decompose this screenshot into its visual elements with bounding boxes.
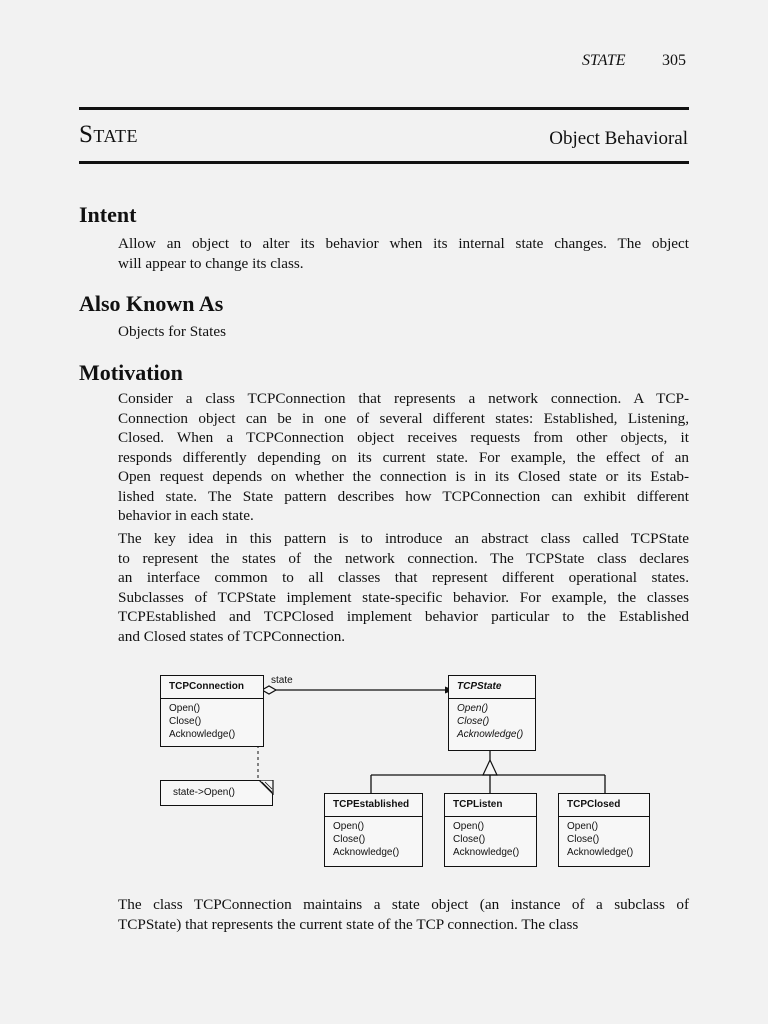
motivation-paragraph-1 <box>118 389 689 526</box>
operation: Acknowledge() <box>453 847 520 859</box>
intent-paragraph <box>118 234 689 273</box>
text-line: Subclasses of TCPState implement state-specific behavior. For example, the classes <box>118 588 689 606</box>
operation: Open() <box>169 703 201 714</box>
aggregation-diamond <box>262 686 276 694</box>
text-line: and Closed states of TCPConnection. <box>118 627 346 645</box>
class-name: TCPState <box>449 676 535 699</box>
running-title: STATE <box>582 52 626 69</box>
association-label: state <box>271 675 293 686</box>
text-line: Closed. When a TCPConnection object receives requests from other objects, it <box>118 429 689 446</box>
text-line: Connection object can be in one of several different states: Established, Listening, <box>118 409 689 427</box>
pattern-name: State <box>79 121 138 148</box>
text-line: TCPState) that represents the current state of the TCP connection. The class <box>118 915 579 933</box>
class-operations <box>559 817 649 860</box>
operation: Open() <box>453 821 485 832</box>
text-line: will appear to change its class. <box>118 254 304 272</box>
text-line: Objects for States <box>118 323 226 340</box>
operation: Close() <box>333 834 366 846</box>
operation: Open() <box>567 821 599 832</box>
note-text: state->Open() <box>173 787 235 798</box>
operation: Open() <box>457 703 489 714</box>
pattern-classification: Object Behavioral <box>549 128 688 149</box>
class-tcp-listen <box>444 793 537 867</box>
note-dog-ear-icon <box>259 780 274 795</box>
operation: Acknowledge() <box>457 729 524 741</box>
operation: Acknowledge() <box>169 729 236 741</box>
text-line: lished state. The State pattern describes how TCPConnection can exhibit different <box>118 487 689 505</box>
page-number: 305 <box>662 52 686 69</box>
operation: Acknowledge() <box>333 847 400 859</box>
text-line: Consider a class TCPConnection that represents a network connection. A TCP- <box>118 390 689 407</box>
class-tcp-established <box>324 793 423 867</box>
text-line: responds differently depending on its current state. For example, the effect of an <box>118 448 689 466</box>
operation: Close() <box>567 834 600 846</box>
text-line: to represent the states of the network connection. The TCPState class declares <box>118 549 689 567</box>
class-operations <box>445 817 536 860</box>
class-operations <box>161 699 263 742</box>
text-line: an interface common to all classes that represent different operational states. <box>118 569 689 586</box>
class-tcp-closed <box>558 793 650 867</box>
class-tcp-connection <box>160 675 264 747</box>
operation: Close() <box>169 716 202 728</box>
class-name: TCPEstablished <box>325 794 422 817</box>
motivation-paragraph-3 <box>118 895 689 934</box>
title-rule-bottom <box>79 161 689 164</box>
title-rule-top <box>79 107 689 110</box>
class-tcp-state <box>448 675 536 751</box>
class-operations <box>325 817 422 860</box>
class-operations <box>449 699 535 742</box>
class-name: TCPClosed <box>559 794 649 817</box>
operation: Acknowledge() <box>567 847 634 859</box>
inheritance-triangle <box>483 760 497 775</box>
operation: Close() <box>453 834 486 846</box>
class-name: TCPListen <box>445 794 536 817</box>
operation: Close() <box>457 716 490 728</box>
text-line: Open request depends on whether the connection is in its Closed state or its Estab- <box>118 468 689 485</box>
motivation-paragraph-2 <box>118 529 689 646</box>
motivation-heading: Motivation <box>79 360 183 385</box>
text-line: The class TCPConnection maintains a state object (an instance of a subclass of <box>118 896 689 913</box>
text-line: The key idea in this pattern is to introduce an abstract class called TCPState <box>118 530 689 547</box>
also-known-as-paragraph <box>118 322 689 342</box>
class-name: TCPConnection <box>161 676 263 699</box>
code-note <box>160 780 273 806</box>
also-known-as-heading: Also Known As <box>79 291 224 316</box>
intent-heading: Intent <box>79 202 137 227</box>
text-line: TCPEstablished and TCPClosed implement behavior particular to the Established <box>118 608 689 625</box>
text-line: Allow an object to alter its behavior when its internal state changes. The object <box>118 235 689 252</box>
text-line: behavior in each state. <box>118 507 254 524</box>
operation: Open() <box>333 821 365 832</box>
